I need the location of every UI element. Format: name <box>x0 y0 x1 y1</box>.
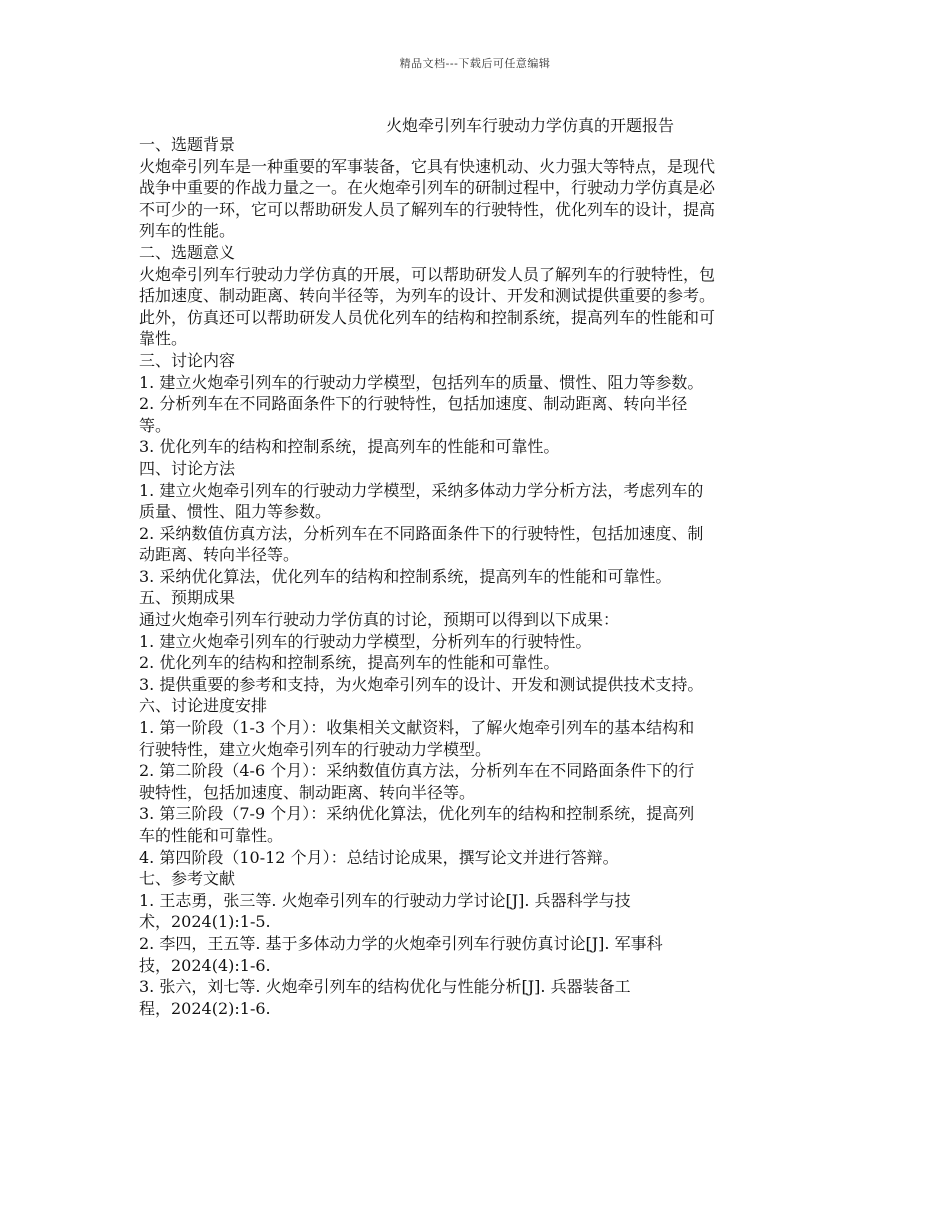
document-body <box>139 134 815 1019</box>
list-item: 车的性能和可靠性。 <box>139 826 284 845</box>
paragraph-line: 靠性。 <box>139 329 188 349</box>
list-item: 1. 建立火炮牵引列车的行驶动力学模型，采纳多体动力学分析方法，考虑列车的 <box>139 480 704 500</box>
section-heading-expected-results: 五、预期成果 <box>139 588 236 608</box>
document-title: 火炮牵引列车行驶动力学仿真的开题报告 <box>385 116 674 135</box>
list-item: 行驶特性，建立火炮牵引列车的行驶动力学模型。 <box>139 739 492 759</box>
paragraph-line: 战争中重要的作战力量之一。在火炮牵引列车的研制过程中，行驶动力学仿真是必 <box>139 178 716 198</box>
section-heading-background: 一、选题背景 <box>139 135 236 154</box>
list-item: 等。 <box>139 415 172 435</box>
reference-item: 2. 李四，王五等. 基于多体动力学的火炮牵引列车行驶仿真讨论[J]. 军事科 <box>139 933 663 953</box>
section-heading-references: 七、参考文献 <box>139 869 236 889</box>
list-item: 1. 建立火炮牵引列车的行驶动力学模型，分析列车的行驶特性。 <box>139 631 592 651</box>
reference-item: 3. 张六，刘七等. 火炮牵引列车的结构优化与性能分析[J]. 兵器装备工 <box>139 977 631 997</box>
paragraph-line: 火炮牵引列车是一种重要的军事装备，它具有快速机动、火力强大等特点，是现代 <box>139 156 716 176</box>
list-item: 通过火炮牵引列车行驶动力学仿真的讨论，预期可以得到以下成果： <box>139 610 620 630</box>
section-heading-methods: 四、讨论方法 <box>139 458 236 478</box>
list-item: 2. 分析列车在不同路面条件下的行驶特性，包括加速度、制动距离、转向半径 <box>139 394 688 414</box>
paragraph-line: 此外，仿真还可以帮助研发人员优化列车的结构和控制系统，提高列车的性能和可 <box>139 307 716 327</box>
reference-item: 程，2024(2):1-6. <box>139 998 271 1018</box>
list-item: 2. 优化列车的结构和控制系统，提高列车的性能和可靠性。 <box>139 653 560 673</box>
list-item: 3. 采纳优化算法，优化列车的结构和控制系统，提高列车的性能和可靠性。 <box>139 566 672 586</box>
list-item: 2. 采纳数值仿真方法，分析列车在不同路面条件下的行驶特性，包括加速度、制 <box>139 523 704 543</box>
paragraph-line: 括加速度、制动距离、转向半径等，为列车的设计、开发和测试提供重要的参考。 <box>139 286 716 306</box>
page-header-watermark: 精品文档---下载后可任意编辑 <box>399 57 551 70</box>
list-item: 3. 优化列车的结构和控制系统，提高列车的性能和可靠性。 <box>139 437 560 457</box>
reference-item: 技，2024(4):1-6. <box>139 955 271 975</box>
list-item: 1. 第一阶段（1-3 个月）：收集相关文献资料，了解火炮牵引列车的基本结构和 <box>139 718 695 738</box>
list-item: 4. 第四阶段（10-12 个月）：总结讨论成果，撰写论文并进行答辩。 <box>139 847 619 867</box>
reference-item: 术，2024(1):1-5. <box>139 912 271 932</box>
paragraph-line: 不可少的一环，它可以帮助研发人员了解列车的行驶特性，优化列车的设计，提高 <box>139 199 716 219</box>
list-item: 1. 建立火炮牵引列车的行驶动力学模型，包括列车的质量、惯性、阻力等参数。 <box>139 372 704 392</box>
section-heading-schedule: 六、讨论进度安排 <box>139 696 268 716</box>
list-item: 2. 第二阶段（4-6 个月）：采纳数值仿真方法，分析列车在不同路面条件下的行 <box>139 761 695 781</box>
list-item: 动距离、转向半径等。 <box>139 545 300 565</box>
section-heading-significance: 二、选题意义 <box>139 242 236 262</box>
list-item: 3. 提供重要的参考和支持，为火炮牵引列车的设计、开发和测试提供技术支持。 <box>139 674 704 694</box>
list-item: 质量、惯性、阻力等参数。 <box>139 502 332 522</box>
reference-item: 1. 王志勇，张三等. 火炮牵引列车的行驶动力学讨论[J]. 兵器科学与技 <box>139 890 631 910</box>
paragraph-line: 火炮牵引列车行驶动力学仿真的开展，可以帮助研发人员了解列车的行驶特性，包 <box>139 264 716 284</box>
list-item: 驶特性，包括加速度、制动距离、转向半径等。 <box>139 782 476 802</box>
paragraph-line: 列车的性能。 <box>139 221 236 241</box>
section-heading-content: 三、讨论内容 <box>139 350 236 370</box>
list-item: 3. 第三阶段（7-9 个月）：采纳优化算法，优化列车的结构和控制系统，提高列 <box>139 804 695 824</box>
